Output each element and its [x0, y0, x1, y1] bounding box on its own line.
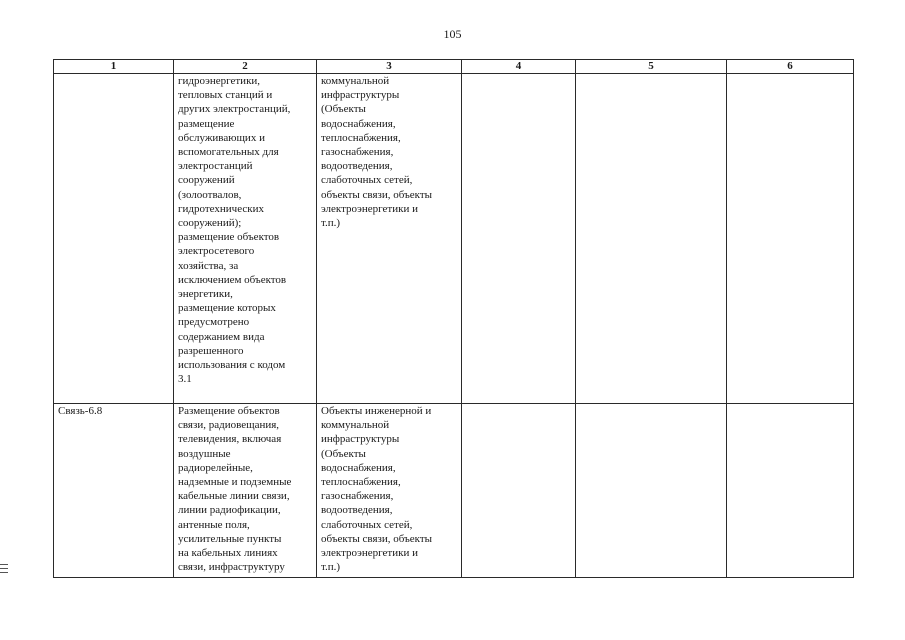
table-cell [317, 404, 462, 578]
column-header-5: 5 [576, 60, 727, 74]
scan-margin-mark [0, 564, 8, 576]
table-cell [462, 404, 576, 578]
cell-text: коммунальной инфраструктуры (Объекты водоснабжения, теплоснабжения, газоснабжения, водоотведения, слаботочных сетей, объекты связи, объекты электроэнергетики и т.п.) [321, 75, 433, 230]
table-cell [54, 404, 174, 578]
table-row [54, 74, 854, 404]
table-cell [317, 74, 462, 404]
table-cell [462, 74, 576, 404]
table-header-row [54, 60, 854, 74]
column-header-1: 1 [54, 60, 174, 74]
table-cell [576, 74, 727, 404]
table-row [54, 404, 854, 578]
cell-text: Связь-6.8 [58, 405, 103, 417]
table-cell [174, 404, 317, 578]
column-header-3: 3 [317, 60, 462, 74]
table-cell [727, 404, 854, 578]
land-use-table [53, 59, 854, 578]
table-cell [174, 74, 317, 404]
column-header-6: 6 [727, 60, 854, 74]
table-cell [727, 74, 854, 404]
cell-text: гидроэнергетики, тепловых станций и других электростанций, размещение обслуживающих и вспомогательных для электростанций сооружений (золоотвалов, гидротехнических сооружений); размещение объектов электросетевого хозяйства, за исключением объектов энергетики, размещение которых предусмотрено содержанием вида разрешенного использования с кодом 3.1 [178, 75, 291, 386]
table-cell [576, 404, 727, 578]
cell-text: Объекты инженерной и коммунальной инфраструктуры (Объекты водоснабжения, теплоснабжения, газоснабжения, водоотведения, слаботочных сетей, объекты связи, объекты электроэнергетики и т.п.) [321, 405, 433, 574]
cell-text: Размещение объектов связи, радиовещания, телевидения, включая воздушные радиорелейные, надземные и подземные кабельные линии связи, линии радиофикации, антенные поля, усилительные пункты на кабельных линиях связи, инфраструктуру [178, 405, 292, 574]
table-cell [54, 74, 174, 404]
page-number: 105 [443, 27, 462, 41]
column-header-2: 2 [174, 60, 317, 74]
column-header-4: 4 [462, 60, 576, 74]
